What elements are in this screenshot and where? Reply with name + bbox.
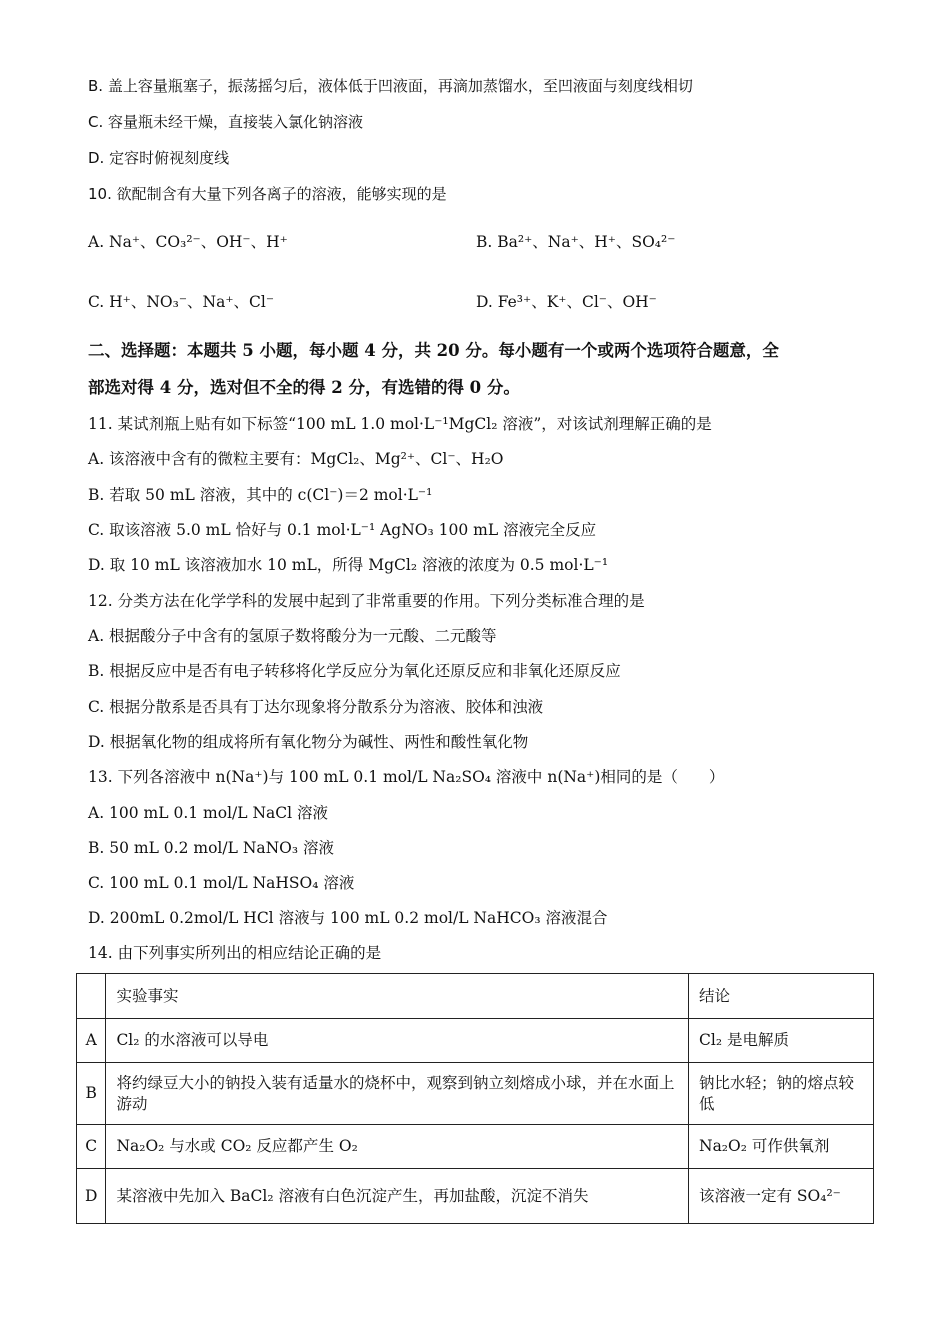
q10-option-d: D. Fe³⁺、K⁺、Cl⁻、OH⁻ [476, 293, 657, 311]
table-row [77, 1169, 874, 1224]
row-conclusion: Na₂O₂ 可作供氧剂 [689, 1125, 874, 1169]
table-row [77, 1019, 874, 1063]
section2-heading-line2: 部选对得 4 分，选对但不全的得 2 分，有选错的得 0 分。 [88, 378, 520, 397]
q11-option-a: A. 该溶液中含有的微粒主要有：MgCl₂、Mg²⁺、Cl⁻、H₂O [88, 450, 504, 468]
q11-option-d: D. 取 10 mL 该溶液加水 10 mL，所得 MgCl₂ 溶液的浓度为 0.5 mol·L⁻¹ [88, 556, 609, 574]
row-fact: Cl₂ 的水溶液可以导电 [106, 1019, 689, 1063]
q10-option-b: B. Ba²⁺、Na⁺、H⁺、SO₄²⁻ [476, 233, 676, 251]
q9-option-b: B. 盖上容量瓶塞子，振荡摇匀后，液体低于凹液面，再滴加蒸馏水，至凹液面与刻度线相切 [88, 77, 693, 95]
q10-stem: 10. 欲配制含有大量下列各离子的溶液，能够实现的是 [88, 185, 447, 203]
row-conclusion: 钠比水轻；钠的熔点较低 [689, 1063, 874, 1125]
q13-option-c: C. 100 mL 0.1 mol/L NaHSO₄ 溶液 [88, 874, 355, 892]
q10-option-c: C. H⁺、NO₃⁻、Na⁺、Cl⁻ [88, 293, 275, 311]
q9-option-d: D. 定容时俯视刻度线 [88, 149, 230, 167]
row-label: B [77, 1063, 106, 1125]
q13-option-a: A. 100 mL 0.1 mol/L NaCl 溶液 [88, 804, 329, 822]
table-row [77, 1125, 874, 1169]
row-fact: 将约绿豆大小的钠投入装有适量水的烧杯中，观察到钠立刻熔成小球，并在水面上游动 [106, 1063, 689, 1125]
q13-option-b: B. 50 mL 0.2 mol/L NaNO₃ 溶液 [88, 839, 335, 857]
q12-option-c: C. 根据分散系是否具有丁达尔现象将分散系分为溶液、胶体和浊液 [88, 698, 544, 716]
q11-stem: 11. 某试剂瓶上贴有如下标签“100 mL 1.0 mol·L⁻¹MgCl₂ 溶液”，对该试剂理解正确的是 [88, 415, 712, 433]
header-fact: 实验事实 [106, 974, 689, 1019]
q14-table [76, 973, 874, 1224]
q14-stem: 14. 由下列事实所列出的相应结论正确的是 [88, 944, 382, 962]
row-label: D [77, 1169, 106, 1224]
row-conclusion: 该溶液一定有 SO₄²⁻ [689, 1169, 874, 1224]
q11-option-b: B. 若取 50 mL 溶液，其中的 c(Cl⁻)＝2 mol·L⁻¹ [88, 486, 433, 504]
q12-stem: 12. 分类方法在化学学科的发展中起到了非常重要的作用。下列分类标准合理的是 [88, 592, 645, 610]
q13-option-d: D. 200mL 0.2mol/L HCl 溶液与 100 mL 0.2 mol/L NaHCO₃ 溶液混合 [88, 909, 608, 927]
row-label: C [77, 1125, 106, 1169]
header-label-cell [77, 974, 106, 1019]
q13-stem: 13. 下列各溶液中 n(Na⁺)与 100 mL 0.1 mol/L Na₂SO₄ 溶液中 n(Na⁺)相同的是（ ） [88, 768, 725, 786]
row-conclusion: Cl₂ 是电解质 [689, 1019, 874, 1063]
row-label: A [77, 1019, 106, 1063]
q12-option-a: A. 根据酸分子中含有的氢原子数将酸分为一元酸、二元酸等 [88, 627, 497, 645]
q9-option-c: C. 容量瓶未经干燥，直接装入氯化钠溶液 [88, 113, 364, 131]
q11-option-c: C. 取该溶液 5.0 mL 恰好与 0.1 mol·L⁻¹ AgNO₃ 100 mL 溶液完全反应 [88, 521, 597, 539]
row-fact: Na₂O₂ 与水或 CO₂ 反应都产生 O₂ [106, 1125, 689, 1169]
q10-option-a: A. Na⁺、CO₃²⁻、OH⁻、H⁺ [88, 233, 288, 251]
q12-option-b: B. 根据反应中是否有电子转移将化学反应分为氧化还原反应和非氧化还原反应 [88, 662, 621, 680]
row-fact: 某溶液中先加入 BaCl₂ 溶液有白色沉淀产生，再加盐酸，沉淀不消失 [106, 1169, 689, 1224]
table-row [77, 1063, 874, 1125]
table-header-row [77, 974, 874, 1019]
section2-heading-line1: 二、选择题：本题共 5 小题，每小题 4 分，共 20 分。每小题有一个或两个选项符合题意，全 [88, 341, 779, 360]
q12-option-d: D. 根据氧化物的组成将所有氧化物分为碱性、两性和酸性氧化物 [88, 733, 529, 751]
header-conclusion: 结论 [689, 974, 874, 1019]
